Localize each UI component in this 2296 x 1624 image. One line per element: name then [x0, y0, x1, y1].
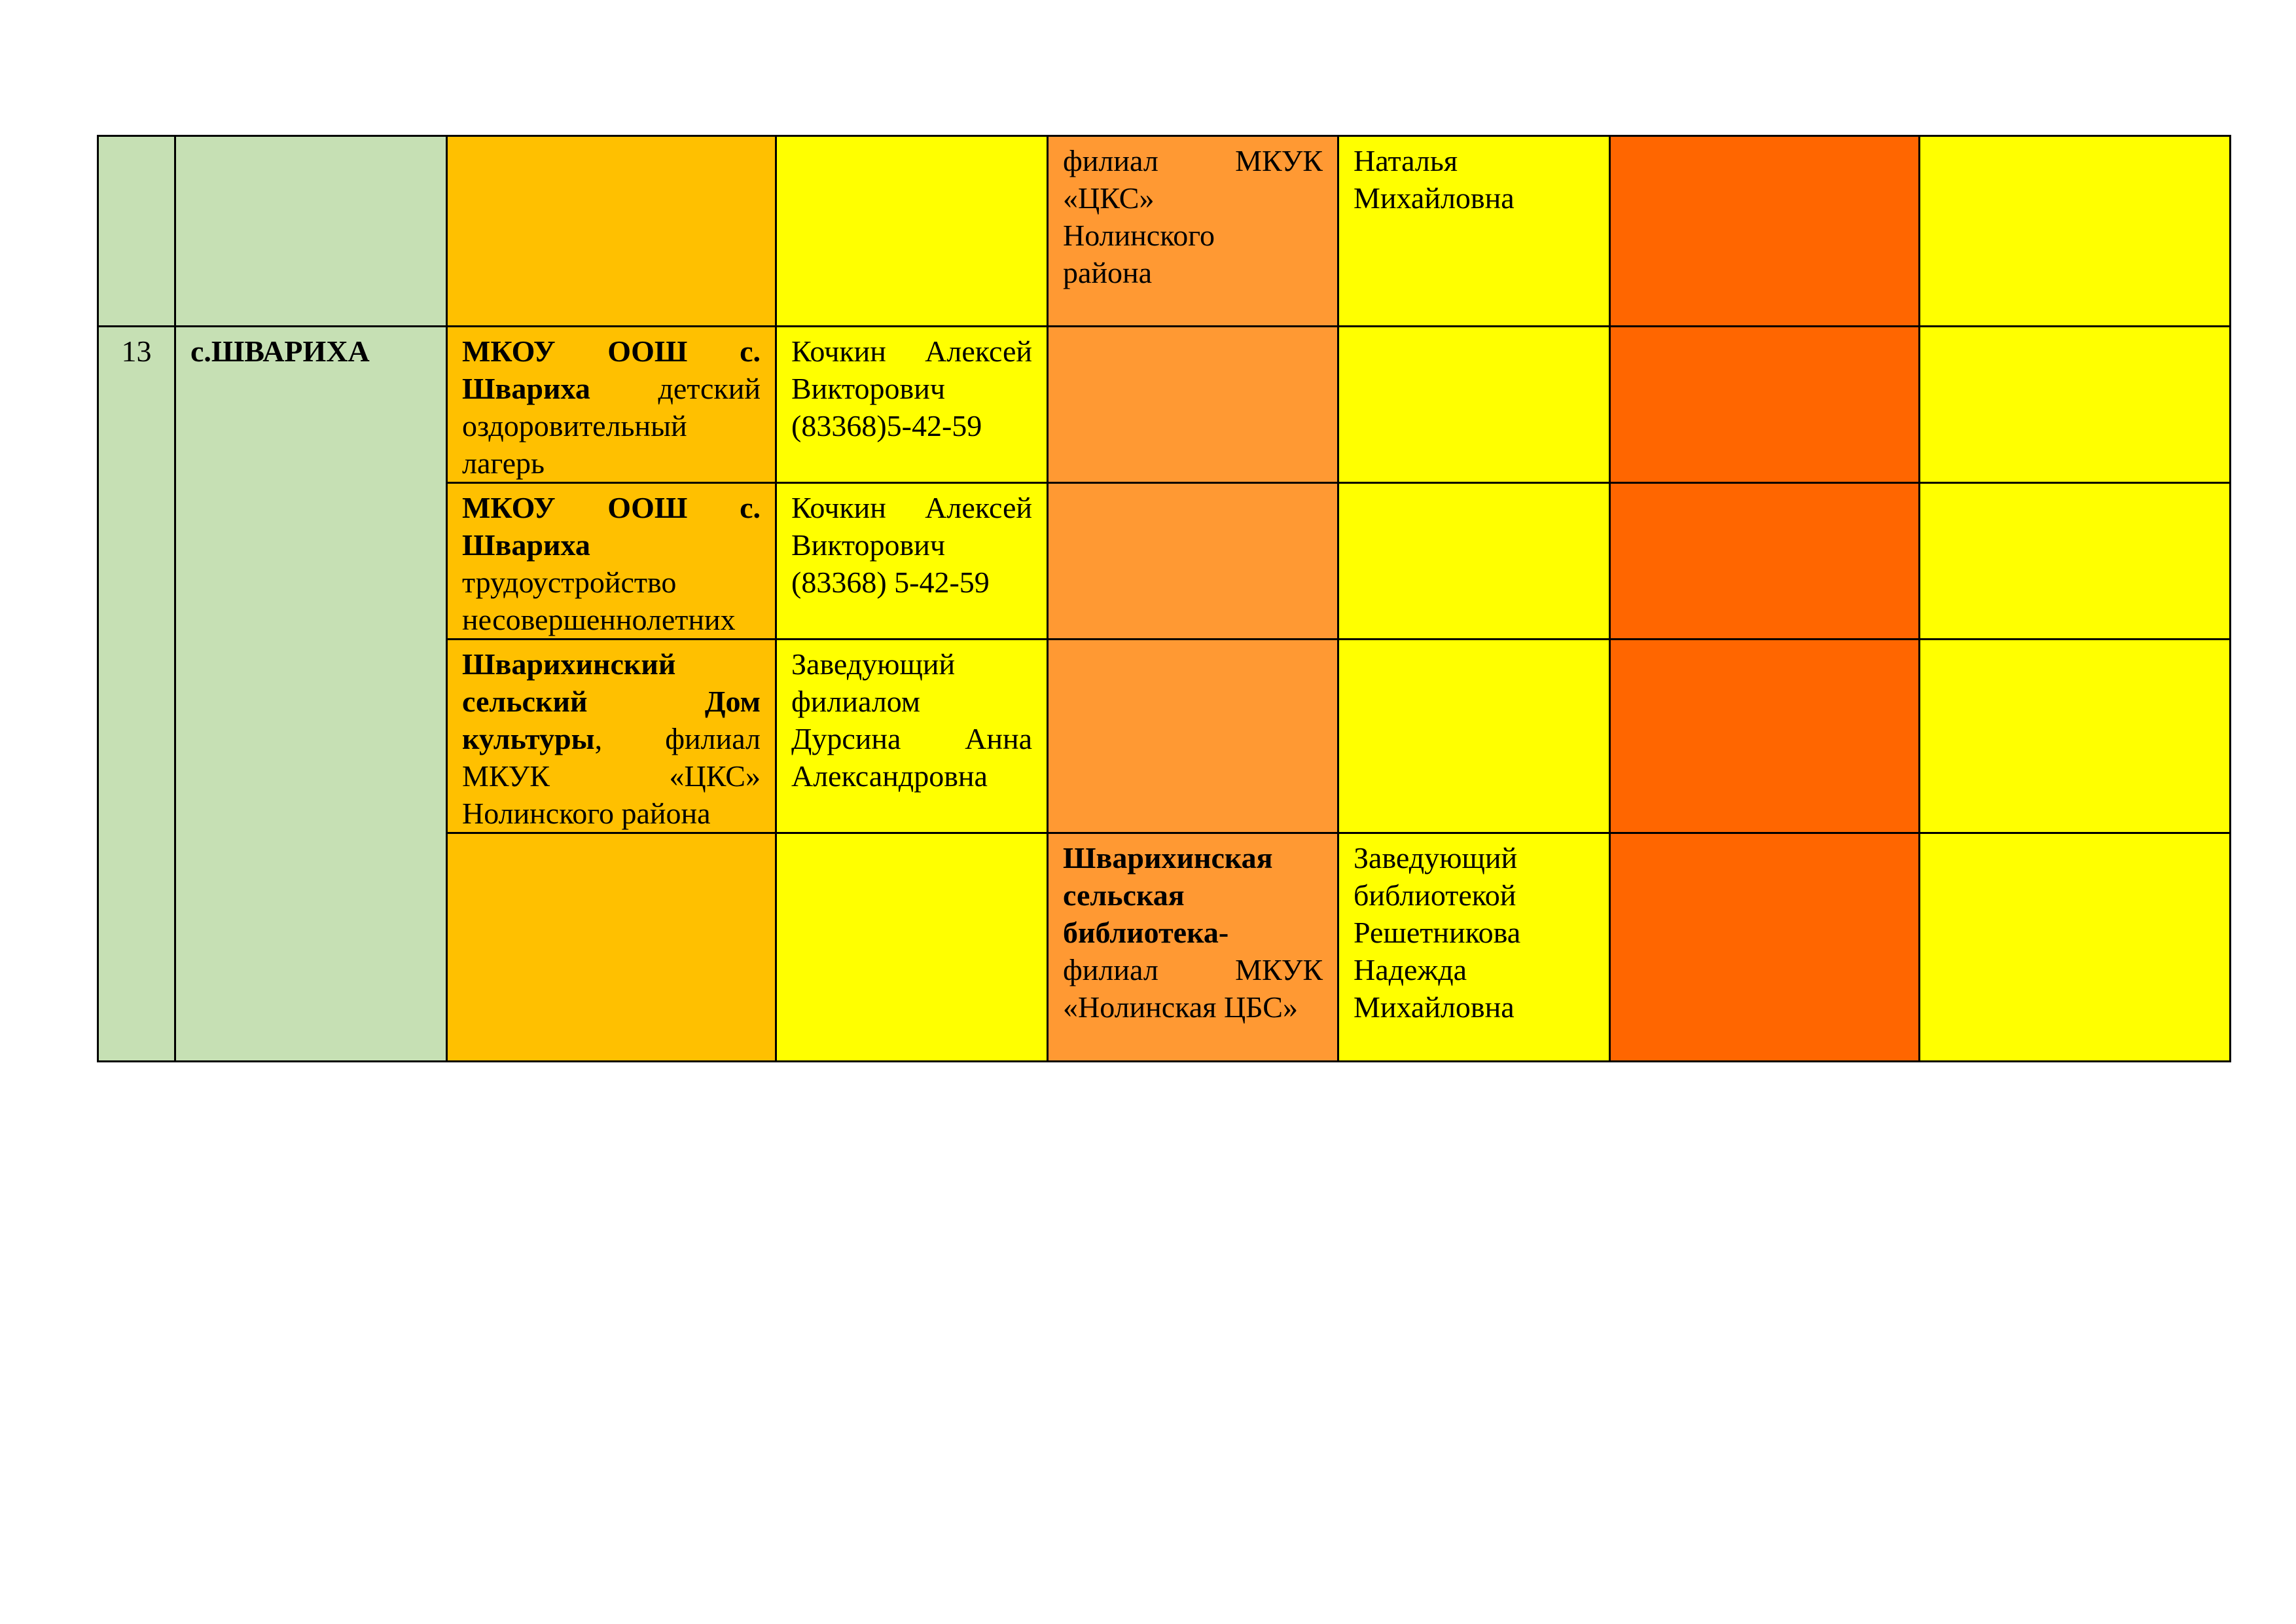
org-line: филиал МКУК: [1063, 144, 1323, 177]
cell-empty-yellow: [1920, 833, 2231, 1062]
cell-library-contact: [1338, 640, 1610, 833]
cell-number: 13: [98, 327, 175, 1062]
cell-library-org: [1048, 327, 1338, 483]
cell-library-contact: [1338, 483, 1610, 640]
contact-line: Наталья: [1354, 144, 1458, 177]
org-bold: Шварихинский сельский Дом культуры: [462, 647, 761, 755]
org-text: , филиал МКУК «ЦКС» Нолинского района: [462, 722, 761, 830]
cell-library-org: [1048, 640, 1338, 833]
org-line: района: [1063, 256, 1153, 289]
cell-organization: [447, 136, 776, 327]
org-text: детский оздоровительный лагерь: [462, 372, 761, 480]
table-row-continuation: [98, 136, 2231, 327]
contact-line: Михайловна: [1354, 181, 1515, 215]
cell-contact: [776, 136, 1048, 327]
data-table: [97, 135, 2231, 1062]
cell-empty-orange: [1610, 327, 1920, 483]
library-name-text: филиал МКУК «Нолинская ЦБС»: [1063, 953, 1323, 1024]
cell-settlement: [175, 327, 447, 1062]
library-name-bold: Шварихинская сельская библиотека-: [1063, 841, 1273, 949]
cell-library-org: [1048, 136, 1338, 327]
cell-library-contact: [1338, 833, 1610, 1062]
cell-organization: [447, 833, 776, 1062]
org-line: «ЦКС»: [1063, 181, 1155, 215]
library-contact: Заведующий библиотекой Решетникова Надежда Михайловна: [1354, 841, 1521, 1024]
cell-empty-orange: [1610, 640, 1920, 833]
cell-number: [98, 136, 175, 327]
cell-empty-orange: [1610, 136, 1920, 327]
settlement-name: с.ШВАРИХА: [190, 334, 370, 368]
cell-empty-orange: [1610, 483, 1920, 640]
cell-organization: [447, 327, 776, 483]
contact-phone: (83368) 5-42-59: [791, 566, 990, 599]
cell-settlement: [175, 136, 447, 327]
cell-organization: [447, 640, 776, 833]
cell-empty-yellow: [1920, 640, 2231, 833]
cell-organization: [447, 483, 776, 640]
cell-empty-orange: [1610, 833, 1920, 1062]
cell-contact: [776, 640, 1048, 833]
contact-name: Заведующий филиалом Дурсина Анна Александровна: [791, 647, 1032, 793]
cell-library-contact: [1338, 327, 1610, 483]
contact-phone: (83368)5-42-59: [791, 409, 982, 442]
org-bold: МКОУ ООШ с. Швариха: [462, 334, 761, 405]
org-line: Нолинского: [1063, 219, 1215, 252]
cell-empty-yellow: [1920, 136, 2231, 327]
cell-contact: [776, 483, 1048, 640]
cell-library-contact: [1338, 136, 1610, 327]
cell-empty-yellow: [1920, 483, 2231, 640]
cell-library-org: [1048, 483, 1338, 640]
contact-name: Кочкин Алексей Викторович: [791, 491, 1032, 562]
cell-library-org: [1048, 833, 1338, 1062]
cell-empty-yellow: [1920, 327, 2231, 483]
cell-contact: [776, 327, 1048, 483]
org-text: трудоустройство несовершеннолетних: [462, 566, 736, 636]
table-row: [98, 327, 2231, 483]
org-bold: МКОУ ООШ с. Швариха: [462, 491, 761, 562]
cell-contact: [776, 833, 1048, 1062]
contact-name: Кочкин Алексей Викторович: [791, 334, 1032, 405]
